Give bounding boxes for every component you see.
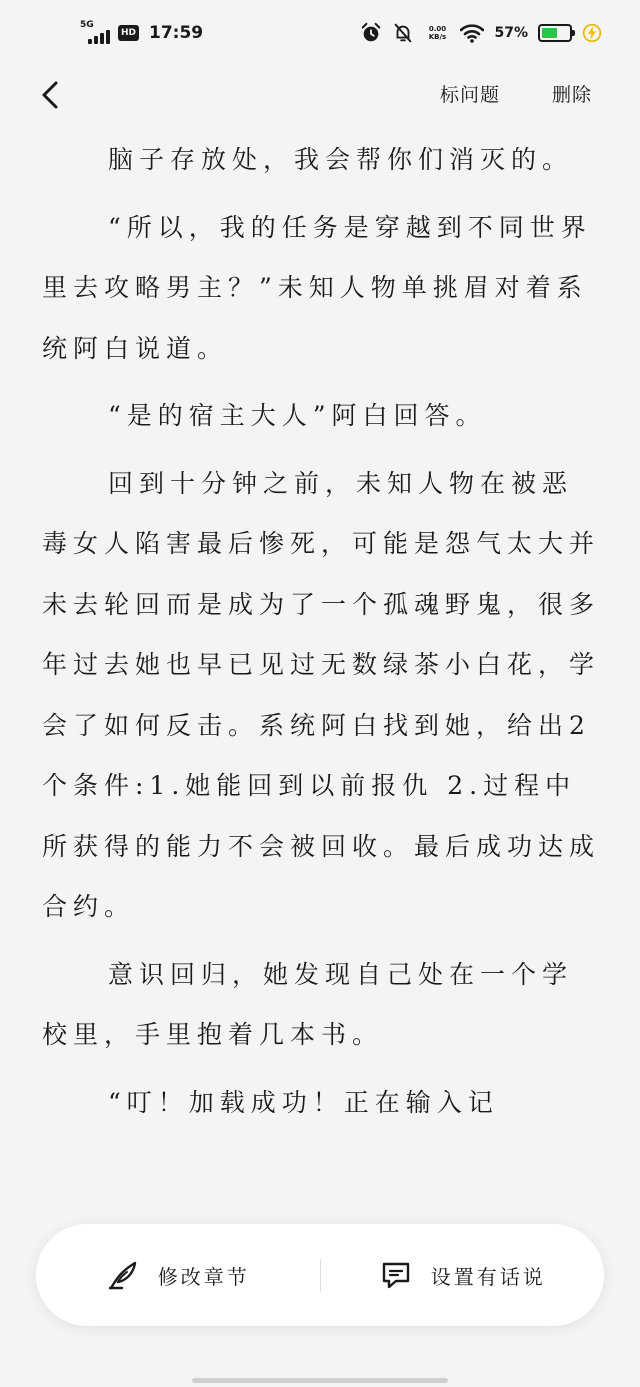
hd-badge: HD	[118, 25, 139, 41]
wifi-icon	[460, 23, 484, 43]
status-left	[80, 22, 203, 44]
home-indicator[interactable]	[192, 1378, 448, 1383]
mute-icon	[392, 22, 414, 44]
delete-button[interactable]: 删除	[551, 84, 592, 106]
status-time: 17:59	[149, 23, 204, 43]
battery-icon	[538, 24, 572, 42]
edit-chapter-label: 修改章节	[157, 1264, 250, 1289]
edit-chapter-button[interactable]	[36, 1224, 320, 1326]
cellular-signal-icon	[80, 22, 112, 44]
battery-percent: 57%	[494, 25, 528, 41]
quill-pen-icon	[106, 1258, 140, 1292]
battery-fill	[542, 28, 557, 38]
author-note-label: 设置有话说	[430, 1264, 546, 1289]
mark-issue-button[interactable]: 标问题	[439, 84, 500, 106]
status-right	[360, 22, 602, 44]
paragraph: 脑子存放处，我会帮你们消灭的。	[108, 145, 574, 174]
paragraph: “叮！加载成功！正在输入记	[108, 1087, 499, 1117]
speed-value: 0.00	[428, 25, 447, 33]
author-note-button[interactable]	[321, 1224, 605, 1326]
paragraph: 回到十分钟之前，未知人物在被恶毒女人陷害最后惨死，可能是怨气太大并未去轮回而是成为了一个孤魂野鬼，很多年过去她也早已见过无数绿茶小白花，学会了如何反击。系统阿白找到她，给出2个条件:1.她能回到以前报仇 2.过程中所获得的能力不会被回收。最后成功达成合约。	[42, 468, 601, 921]
paragraph: 意识回归，她发现自己处在一个学校里，手里抱着几本书。	[42, 959, 574, 1049]
bottom-action-bar	[36, 1224, 604, 1326]
paragraph: “所以，我的任务是穿越到不同世界里去攻略男主？”未知人物单挑眉对着系统阿白说道。	[42, 212, 592, 363]
chat-bubble-icon	[379, 1258, 413, 1292]
network-speed	[424, 25, 450, 41]
header-actions	[440, 80, 592, 107]
alarm-icon	[360, 22, 382, 44]
reader-header	[0, 70, 640, 120]
chapter-content	[42, 130, 602, 1133]
speed-unit: KB/s	[428, 33, 447, 41]
paragraph: “是的宿主大人”阿白回答。	[108, 401, 487, 430]
back-arrow-icon[interactable]	[34, 78, 68, 112]
status-bar	[0, 0, 640, 70]
charging-icon	[582, 23, 602, 43]
network-type: 5G	[80, 20, 94, 30]
